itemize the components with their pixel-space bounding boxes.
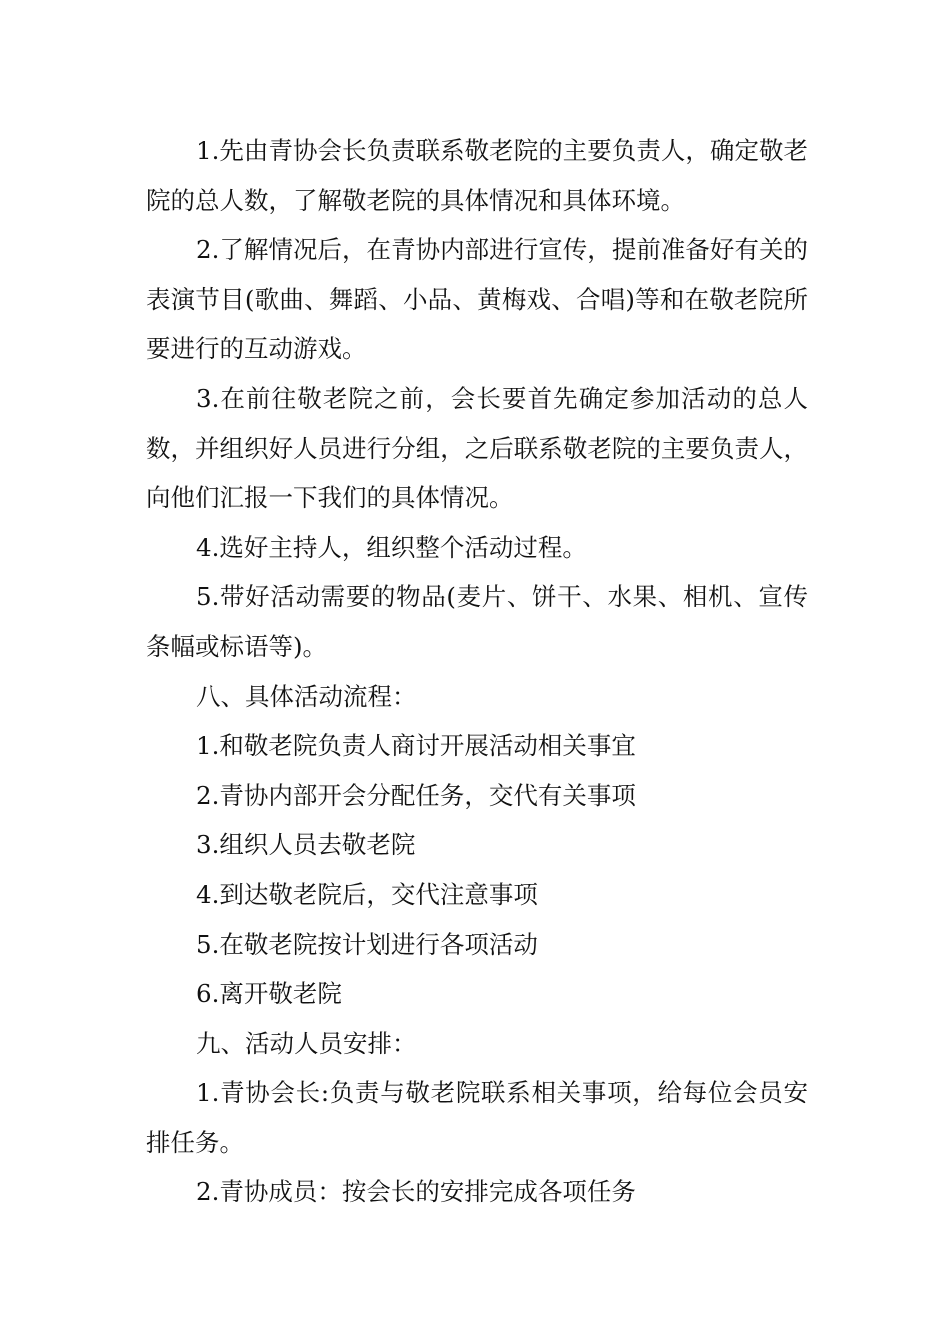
- paragraph-prep-1: 1.先由青协会长负责联系敬老院的主要负责人，确定敬老院的总人数，了解敬老院的具体情况和具体环境。: [146, 136, 808, 215]
- paragraph-prep-4: 4.选好主持人，组织整个活动过程。: [196, 532, 587, 562]
- paragraph-flow-4: 4.到达敬老院后，交代注意事项: [196, 879, 538, 909]
- paragraph-staff-1: 1.青协会长:负责与敬老院联系相关事项，给每位会员安排任务。: [146, 1078, 808, 1157]
- paragraph-flow-3: 3.组织人员去敬老院: [196, 830, 416, 860]
- section-heading-staff-arrangement: 九、活动人员安排：: [196, 1028, 417, 1058]
- section-heading-activity-flow: 八、具体活动流程：: [196, 681, 417, 711]
- paragraph-flow-1: 1.和敬老院负责人商讨开展活动相关事宜: [196, 731, 636, 761]
- paragraph-prep-3: 3.在前往敬老院之前，会长要首先确定参加活动的总人数，并组织好人员进行分组，之后联系敬老院的主要负责人，向他们汇报一下我们的具体情况。: [146, 383, 808, 513]
- paragraph-flow-6: 6.离开敬老院: [196, 979, 342, 1009]
- paragraph-prep-2: 2.了解情况后，在青协内部进行宣传，提前准备好有关的表演节目(歌曲、舞蹈、小品、黄梅戏、合唱)等和在敬老院所要进行的互动游戏。: [146, 235, 808, 364]
- paragraph-flow-5: 5.在敬老院按计划进行各项活动: [196, 929, 538, 959]
- paragraph-staff-2: 2.青协成员：按会长的安排完成各项任务: [196, 1177, 636, 1207]
- paragraph-flow-2: 2.青协内部开会分配任务，交代有关事项: [196, 780, 636, 810]
- document-body: [146, 126, 808, 1217]
- paragraph-prep-5: 5.带好活动需要的物品(麦片、饼干、水果、相机、宣传条幅或标语等)。: [146, 582, 808, 661]
